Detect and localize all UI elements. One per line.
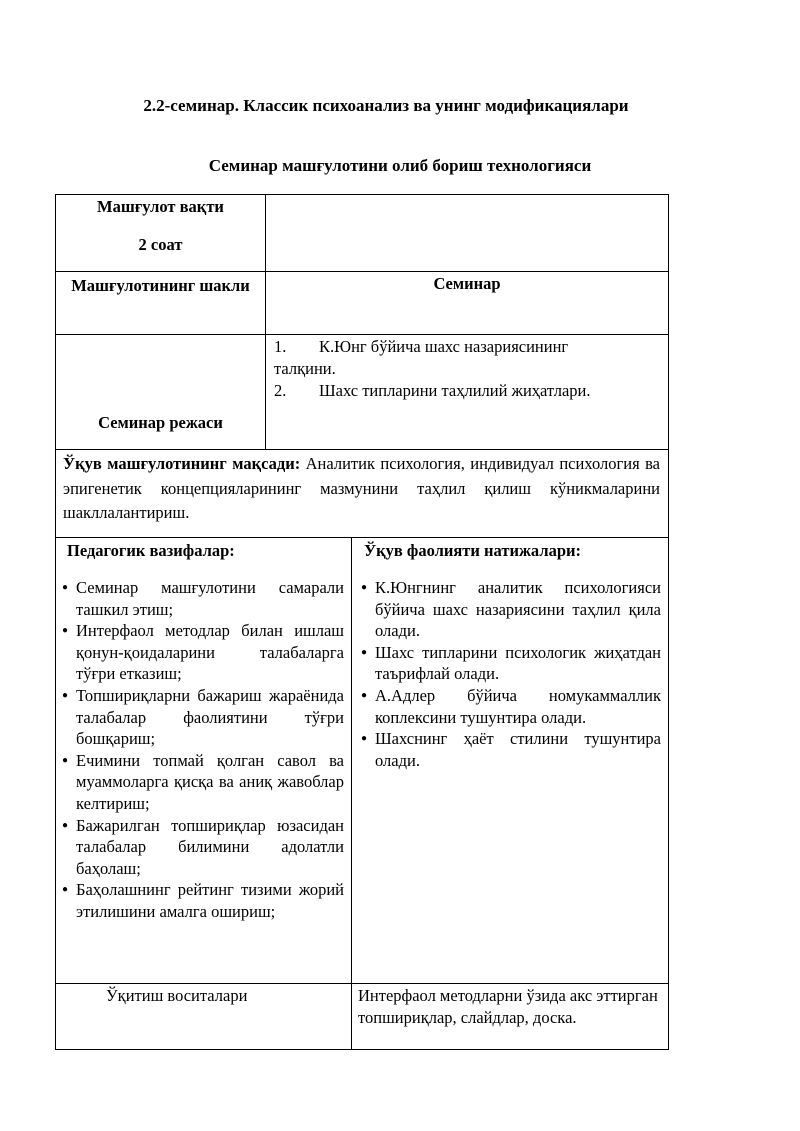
col-divider <box>351 537 352 1050</box>
row-divider <box>55 983 668 984</box>
task-item: ● Топшириқларни бажариш жараёнида талабалар фаолиятини тўғри бошқариш; <box>62 685 344 750</box>
row-divider <box>55 334 668 335</box>
task-item: ● Семинар машғулотини самарали ташкил этиш; <box>62 577 344 620</box>
tasks-header: Педагогик вазифалар: <box>67 541 235 560</box>
result-item: ● К.Юнгнинг аналитик психологияси бўйича шахс назариясини таҳлил қила олади. <box>361 577 661 642</box>
row-divider <box>55 271 668 272</box>
form-label: Машғулотининг шакли <box>71 276 250 295</box>
col-divider <box>265 194 266 449</box>
goal-text: Аналитик психология, индивидуал психология ва эпигенетик концепцияларининг мазмунини таҳлил қилиш кўникмаларини шакллалантириш. <box>63 454 660 522</box>
plan-item: 2. Шахс типларини таҳлилий жиҳатлари. <box>274 381 591 400</box>
result-item: ● Шахснинг ҳаёт стилини тушунтира олади. <box>361 728 661 771</box>
time-value: 2 соат <box>138 235 183 254</box>
result-item: ● Шахс типларини психологик жиҳатдан таърифлай олади. <box>361 642 661 685</box>
task-item: ● Интерфаол методлар билан ишлаш қонун-қоидаларини талабаларга тўғри етказиш; <box>62 620 344 685</box>
result-item: ● А.Адлер бўйича номукаммаллик коплексини тушунтира олади. <box>361 685 661 728</box>
goal-label: Ўқув машғулотининг мақсади: <box>63 454 301 473</box>
row-divider <box>55 449 668 450</box>
row-divider <box>55 537 668 538</box>
plan-item: 1. К.Юнг бўйича шахс назариясининг талқини. <box>274 337 569 378</box>
time-label: Машғулот вақти <box>97 197 224 216</box>
tools-label: Ўқитиш воситалари <box>106 986 248 1005</box>
plan-label: Семинар режаси <box>98 413 223 432</box>
task-item: ● Ечимини топмай қолган савол ва муаммоларга қисқа ва аниқ жавоблар келтириш; <box>62 750 344 815</box>
plan-list <box>274 336 624 402</box>
results-header: Ўқув фаолияти натижалари: <box>364 541 582 560</box>
results-list <box>361 577 661 771</box>
page-subtitle: Семинар машғулотини олиб бориш технологияси <box>208 156 592 175</box>
form-value: Семинар <box>433 274 501 293</box>
tasks-list <box>62 577 344 923</box>
task-item: ● Баҳолашнинг рейтинг тизими жорий этилишини амалга ошириш; <box>62 879 344 922</box>
task-item: ● Бажарилган топшириқлар юзасидан талабалар билимини адолатли баҳолаш; <box>62 815 344 880</box>
tools-value: Интерфаол методларни ўзида акс эттирган топшириқлар, слайдлар, доска. <box>358 986 658 1027</box>
page-title: 2.2-семинар. Классик психоанализ ва унинг модификациялари <box>143 96 629 115</box>
goal-paragraph <box>63 452 660 526</box>
